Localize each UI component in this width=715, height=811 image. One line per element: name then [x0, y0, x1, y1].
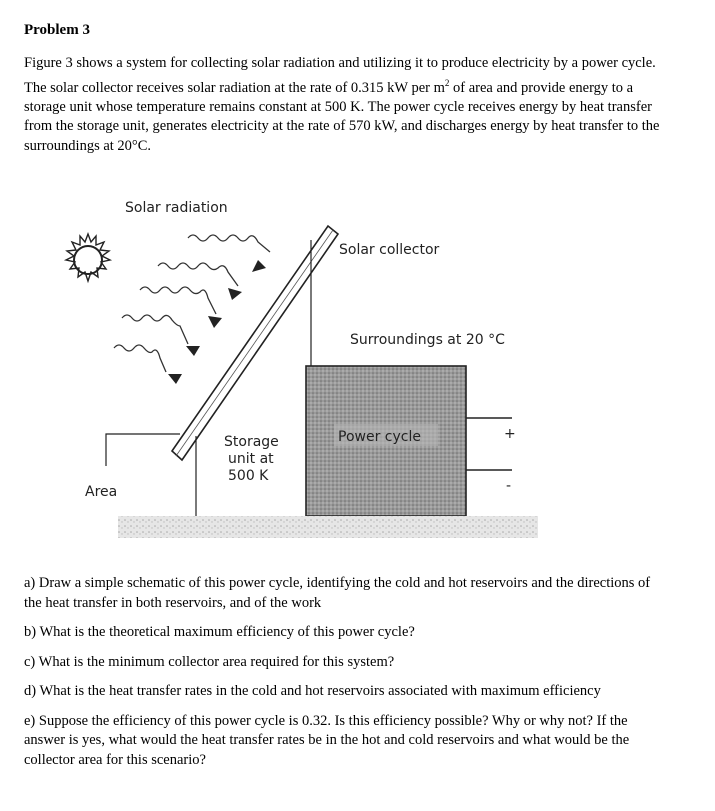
storage-label-line3: 500 K [228, 468, 269, 484]
question-b: b) What is the theoretical maximum efficiency of this power cycle? [24, 624, 415, 640]
ground-strip [118, 516, 538, 538]
problem-statement [24, 54, 674, 156]
plus-terminal-label: + [504, 426, 516, 442]
solar-collector-label: Solar collector [339, 242, 440, 258]
surroundings-label: Surroundings at 20 °C [350, 332, 505, 348]
solar-system-figure [28, 188, 540, 546]
radiation-arrowheads [168, 260, 266, 384]
area-label: Area [85, 484, 118, 500]
question-e: e) Suppose the efficiency of this power cycle is 0.32. Is this efficiency possible? Why or why not? If the answer is yes, what would the heat transfer rates be in the hot and cold reservoirs and what would be the collector area for this scenario? [24, 712, 630, 768]
storage-label-line2: unit at [228, 451, 274, 467]
area-bracket [106, 434, 180, 466]
figure-drawing [28, 188, 540, 546]
superscript-two: 2 [444, 77, 450, 88]
power-cycle-label: Power cycle [338, 429, 421, 445]
question-a: a) Draw a simple schematic of this power cycle, identifying the cold and hot reservoirs and the directions of the heat transfer in both reservoirs, and of the work [24, 575, 651, 611]
problem-statement-part2: of area and provide energy to a storage unit whose temperature remains constant at 500 K. The power cycle receives energy by heat transfer from the storage unit, generates electricity at the rate of 570 kW, and discharges energy by heat transfer to the surroundings at 20°C. [24, 79, 660, 154]
minus-terminal-label: - [506, 478, 512, 494]
solar-radiation-label: Solar radiation [125, 200, 228, 216]
sun-icon [66, 234, 110, 281]
problem-statement-part1: Figure 3 shows a system for collecting solar radiation and utilizing it to produce electricity by a power cycle. The solar collector receives solar radiation at the rate of 0.315 kW per m [24, 55, 656, 96]
question-d: d) What is the heat transfer rates in the cold and hot reservoirs associated with maximum efficiency [24, 683, 601, 699]
problem-title: Problem 3 [24, 22, 90, 38]
questions-list [24, 574, 664, 780]
question-c: c) What is the minimum collector area required for this system? [24, 653, 395, 670]
storage-label-line1: Storage [224, 434, 279, 450]
